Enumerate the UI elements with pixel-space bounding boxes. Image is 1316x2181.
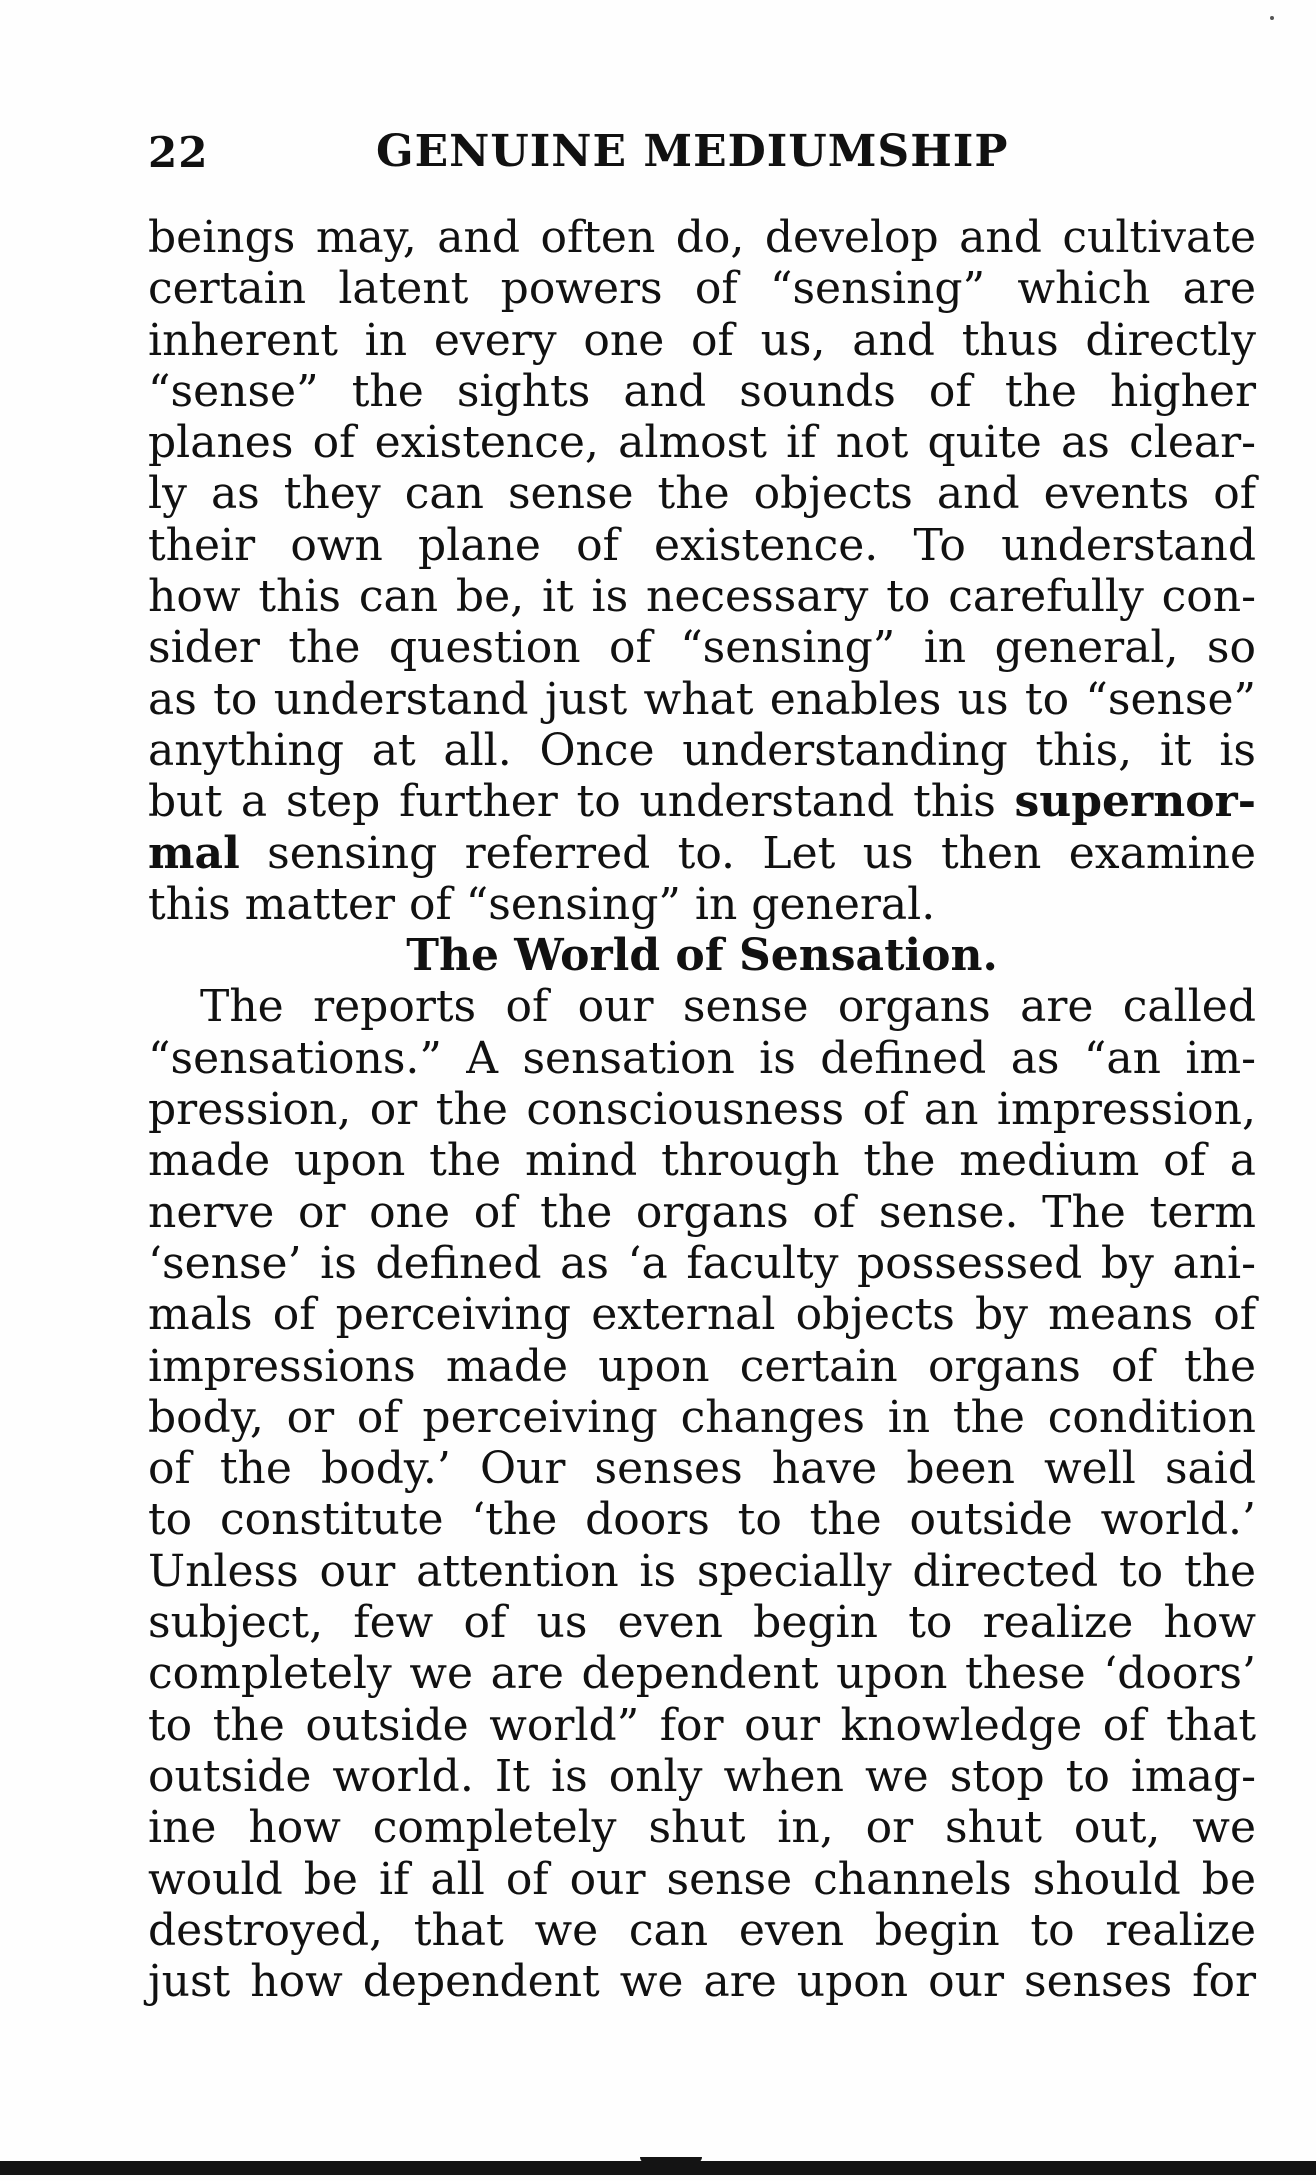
text-line: just how dependent we are upon our senses for bbox=[148, 1956, 1256, 2008]
running-title: GENUINE MEDIUMSHIP bbox=[376, 126, 1009, 177]
text-line: sider the question of “sensing” in general, so bbox=[148, 622, 1256, 674]
scan-bottom-edge bbox=[0, 2161, 1316, 2175]
text-line: body, or of perceiving changes in the condition bbox=[148, 1391, 1256, 1443]
text-line: planes of existence, almost if not quite as clear- bbox=[148, 417, 1256, 469]
text-line: destroyed, that we can even begin to realize bbox=[148, 1904, 1256, 1956]
text-line bbox=[148, 828, 1256, 879]
text-line: subject, few of us even begin to realize how bbox=[148, 1597, 1256, 1649]
text-line: “sensations.” A sensation is defined as “an im- bbox=[148, 1032, 1256, 1084]
text-fragment: but a step further to understand this bbox=[148, 776, 1015, 828]
text-line: this matter of “sensing” in general. bbox=[148, 878, 936, 930]
body-text bbox=[148, 212, 1256, 2007]
text-line: how this can be, it is necessary to carefully con- bbox=[148, 571, 1256, 623]
text-line: completely we are dependent upon these ‘doors’ bbox=[148, 1648, 1256, 1700]
text-line: anything at all. Once understanding this, it is bbox=[148, 724, 1256, 776]
text-line: ‘sense’ is defined as ‘a faculty possessed by ani- bbox=[148, 1237, 1256, 1289]
text-line: beings may, and often do, develop and cultivate bbox=[148, 212, 1256, 263]
text-line: impressions made upon certain organs of the bbox=[148, 1340, 1256, 1392]
text-line: mals of perceiving external objects by means of bbox=[148, 1289, 1256, 1341]
text-line: ine how completely shut in, or shut out, we bbox=[148, 1802, 1256, 1854]
scan-speck bbox=[1270, 16, 1274, 20]
text-line: ly as they can sense the objects and events of bbox=[148, 468, 1256, 520]
text-line: as to understand just what enables us to “sense” bbox=[148, 673, 1256, 725]
text-line: inherent in every one of us, and thus directly bbox=[148, 314, 1256, 366]
text-line: would be if all of our sense channels should be bbox=[148, 1853, 1256, 1905]
page-number: 22 bbox=[148, 128, 209, 177]
text-line: outside world. It is only when we stop to imag- bbox=[148, 1750, 1256, 1802]
text-fragment: sensing referred to. Let us then examine bbox=[239, 827, 1256, 879]
text-line: certain latent powers of “sensing” which are bbox=[148, 263, 1256, 315]
paragraph-2 bbox=[148, 981, 1256, 2007]
page-header bbox=[148, 120, 1258, 186]
text-line: to the outside world” for our knowledge of that bbox=[148, 1699, 1256, 1751]
text-line: to constitute ‘the doors to the outside world.’ bbox=[148, 1494, 1256, 1546]
text-line: nerve or one of the organs of sense. The term bbox=[148, 1186, 1256, 1238]
text-line: Unless our attention is specially directed to the bbox=[148, 1545, 1256, 1597]
text-line: “sense” the sights and sounds of the higher bbox=[148, 365, 1256, 417]
paragraph-1 bbox=[148, 212, 1256, 930]
bold-term: supernor- bbox=[1014, 776, 1256, 828]
text-line: of the body.’ Our senses have been well said bbox=[148, 1443, 1256, 1495]
text-line: made upon the mind through the medium of a bbox=[148, 1135, 1256, 1187]
bold-term: mal bbox=[148, 827, 240, 879]
text-line: their own plane of existence. To understand bbox=[148, 519, 1256, 571]
text-line: pression, or the consciousness of an impression, bbox=[148, 1084, 1256, 1136]
section-heading: The World of Sensation. bbox=[406, 930, 998, 982]
text-line bbox=[148, 776, 1256, 827]
text-line: The reports of our sense organs are called bbox=[200, 981, 1256, 1033]
